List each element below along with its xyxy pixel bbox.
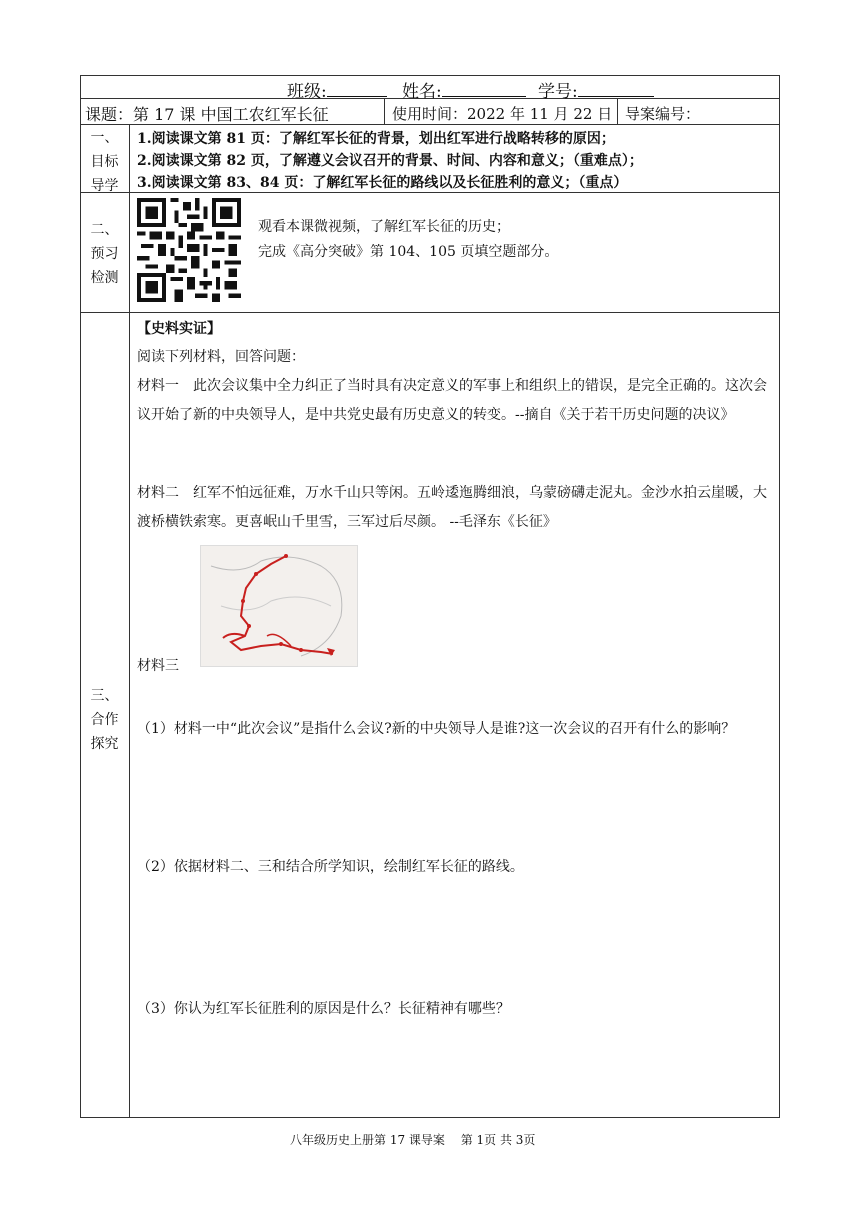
question-one: （1）材料一中“此次会议”是指什么会议?新的中央领导人是谁?这一次会议的召开有什么的影响？	[137, 721, 736, 737]
class-label: 班级:	[287, 77, 387, 102]
goal-item: 3.阅读课文第 83、84 页：了解红军长征的路线以及长征胜利的意义；（重点）	[137, 175, 628, 191]
id-label: 学号:	[538, 77, 654, 102]
row-divider	[80, 312, 780, 313]
qr-code-icon[interactable]	[137, 198, 241, 302]
preview-line: 完成《高分突破》第 104、105 页填空题部分。	[258, 244, 559, 260]
section-preview-label: 二、 预习 检测	[90, 222, 119, 286]
section-goals-label: 一、 目标 导学	[90, 130, 119, 194]
section-explore-label: 三、 合作 探究	[90, 688, 119, 752]
plan-number: 导案编号：	[625, 105, 701, 123]
question-two: （2）依据材料二、三和结合所学知识，绘制红军长征的路线。	[137, 859, 524, 875]
material-three-label: 材料三	[137, 658, 179, 674]
name-blank	[442, 80, 526, 97]
id-blank	[578, 80, 654, 97]
route-map-icon	[201, 546, 357, 666]
section-heading: 【史料实证】	[137, 321, 221, 337]
use-time: 使用时间：2022 年 11 月 22 日	[392, 105, 613, 123]
goal-item: 2.阅读课文第 82 页，了解遵义会议召开的背景、时间、内容和意义；（重难点）；	[137, 153, 643, 169]
lesson-topic: 课题：第 17 课 中国工农红军长征	[85, 105, 329, 124]
class-blank	[327, 80, 387, 97]
preview-line: 观看本课微视频，了解红军长征的历史；	[258, 219, 510, 235]
row-divider	[80, 192, 780, 193]
col-divider	[129, 124, 130, 1118]
question-three: （3）你认为红军长征胜利的原因是什么？长征精神有哪些？	[137, 1001, 510, 1017]
goal-item: 1.阅读课文第 81 页：了解红军长征的背景，划出红军进行战略转移的原因；	[137, 131, 615, 147]
material-one: 材料一 此次会议集中全力纠正了当时具有决定意义的军事上和组织上的错误，是完全正确的。这次会议开始了新的中央领导人，是中共党史最有历史意义的转变。--摘自《关于若干历史问题的决议》	[137, 378, 767, 423]
material-two: 材料二 红军不怕远征难，万水千山只等闲。五岭逶迤腾细浪，乌蒙磅礴走泥丸。金沙水拍云崖暖，大渡桥横铁索寒。更喜岷山千里雪，三军过后尽颜。 --毛泽东《长征》	[137, 485, 767, 530]
reading-instruction: 阅读下列材料，回答问题：	[137, 349, 305, 365]
name-label: 姓名:	[402, 77, 526, 102]
long-march-map	[200, 545, 358, 667]
page-footer: 八年级历史上册第 17 课导案 第 1页 共 3页	[290, 1133, 536, 1147]
